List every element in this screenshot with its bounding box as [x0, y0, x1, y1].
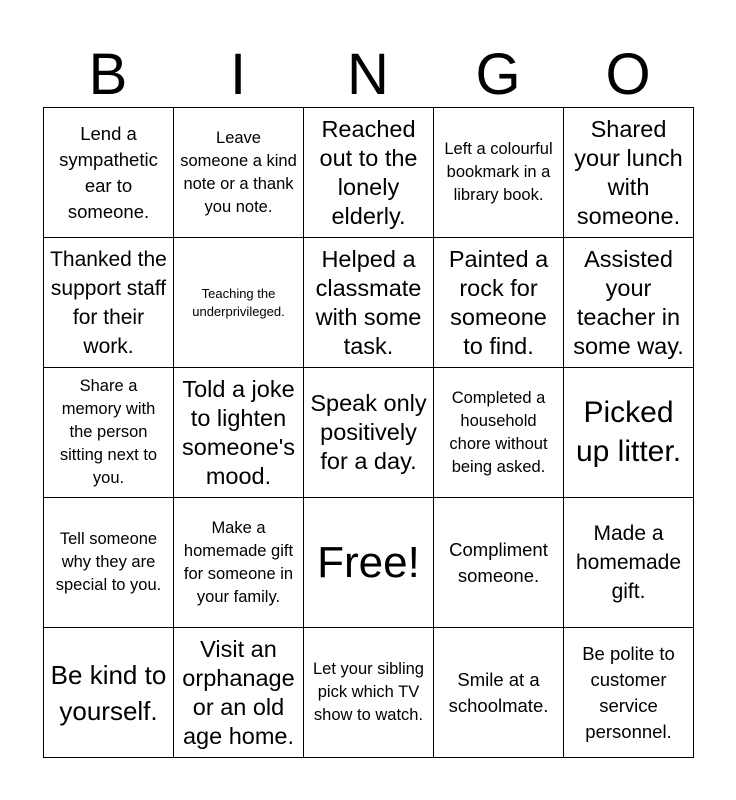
bingo-cell[interactable]: [44, 368, 174, 498]
bingo-cell[interactable]: [44, 108, 174, 238]
cell-text: Painted a rock for someone to find.: [448, 245, 549, 359]
bingo-cell[interactable]: [434, 108, 564, 238]
bingo-cell[interactable]: [44, 628, 174, 758]
cell-text: Let your sibling pick which TV show to watch.: [313, 660, 424, 724]
cell-text: Left a colourful bookmark in a library book.: [444, 140, 553, 204]
bingo-cell[interactable]: [304, 368, 434, 498]
bingo-cell[interactable]: [304, 108, 434, 238]
cell-text: Smile at a schoolmate.: [448, 668, 549, 716]
cell-text: Completed a household chore without being asked.: [449, 388, 548, 476]
cell-text: Speak only positively for a day.: [310, 390, 427, 474]
cell-text: Reached out to the lonely elderly.: [319, 115, 418, 229]
cell-text: Thanked the support staff for their work.: [50, 247, 167, 358]
cell-text: Tell someone why they are special to you.: [55, 530, 162, 594]
bingo-cell[interactable]: [44, 238, 174, 368]
bingo-cell[interactable]: [564, 628, 694, 758]
cell-text: Told a joke to lighten someone's mood.: [182, 375, 295, 489]
bingo-cell[interactable]: [304, 628, 434, 758]
cell-text: Be kind to yourself.: [50, 659, 167, 726]
bingo-cell[interactable]: [564, 498, 694, 628]
free-space-cell[interactable]: [304, 498, 434, 628]
cell-text: Helped a classmate with some task.: [315, 245, 422, 359]
bingo-cell[interactable]: [434, 498, 564, 628]
header-letter-o: O: [605, 42, 651, 107]
bingo-cell[interactable]: [564, 368, 694, 498]
cell-text: Be polite to customer service personnel.: [582, 642, 675, 742]
cell-text: Made a homemade gift.: [575, 522, 682, 603]
cell-text: Make a homemade gift for someone in your family.: [183, 518, 294, 606]
bingo-board: [43, 107, 694, 758]
bingo-cell[interactable]: [434, 628, 564, 758]
cell-text: Leave someone a kind note or a thank you note.: [180, 128, 297, 216]
bingo-cell[interactable]: [174, 108, 304, 238]
cell-text: Visit an orphanage or an old age home.: [182, 635, 295, 749]
bingo-cell[interactable]: [174, 238, 304, 368]
cell-text: Shared your lunch with someone.: [574, 115, 683, 229]
bingo-cell[interactable]: [174, 628, 304, 758]
bingo-cell[interactable]: [174, 498, 304, 628]
cell-text: Share a memory with the person sitting next to you.: [59, 377, 158, 487]
free-space-text: Free!: [317, 537, 420, 587]
cell-text: Teaching the underprivileged.: [192, 285, 285, 319]
bingo-cell[interactable]: [434, 238, 564, 368]
bingo-cell[interactable]: [304, 238, 434, 368]
header-letter-i: I: [229, 42, 247, 107]
bingo-cell[interactable]: [434, 368, 564, 498]
bingo-header: [43, 42, 693, 108]
cell-text: Lend a sympathetic ear to someone.: [59, 122, 158, 222]
bingo-cell[interactable]: [564, 108, 694, 238]
bingo-cell[interactable]: [174, 368, 304, 498]
header-letter-b: B: [88, 42, 128, 107]
bingo-cell[interactable]: [44, 498, 174, 628]
header-letter-n: N: [347, 42, 389, 107]
bingo-cell[interactable]: [564, 238, 694, 368]
cell-text: Assisted your teacher in some way.: [573, 245, 684, 359]
cell-text: Compliment someone.: [449, 538, 548, 586]
cell-text: Picked up litter.: [575, 396, 682, 468]
header-letter-g: G: [475, 42, 521, 107]
